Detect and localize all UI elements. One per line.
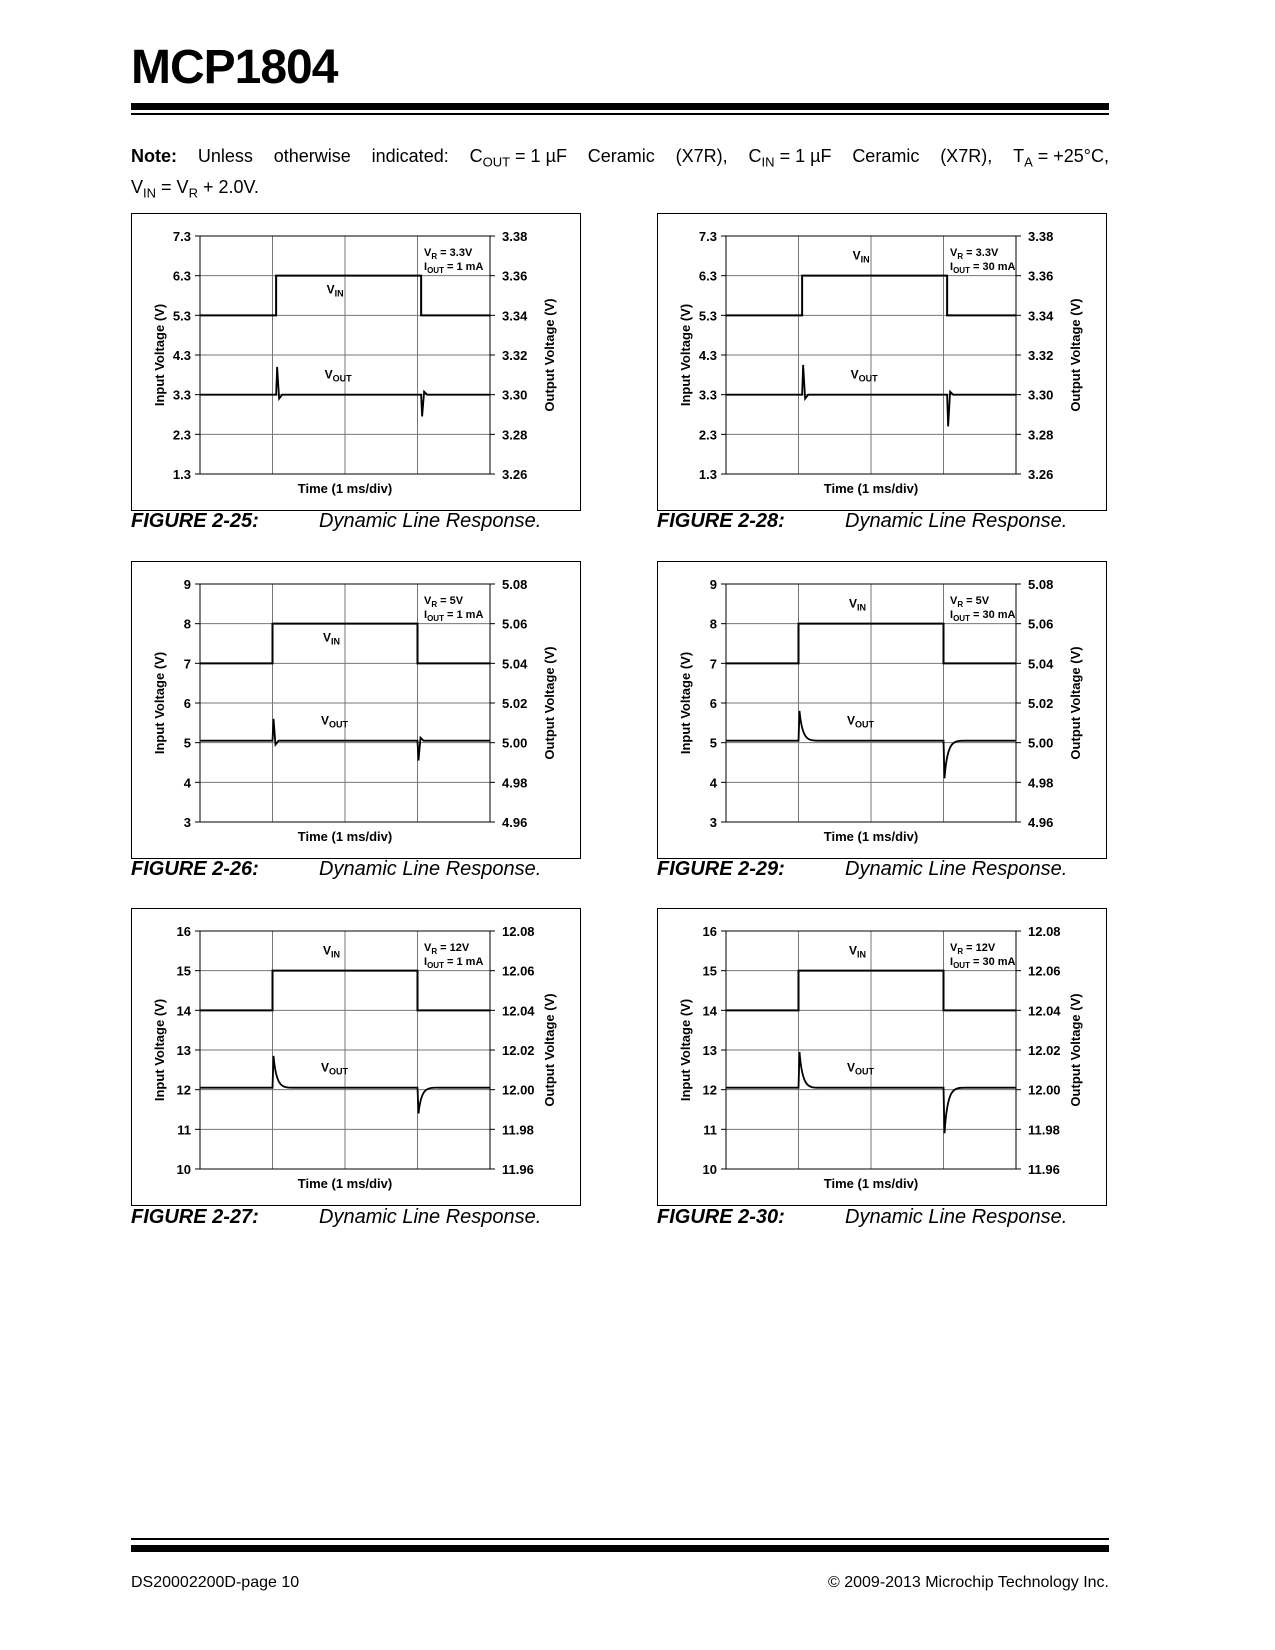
condition-annotation [950,595,1016,623]
y2-tick-label: 12.00 [502,1082,535,1098]
y-axis-label: Input Voltage (V) [152,998,167,1102]
chart-svg [658,909,1108,1207]
y-tick-label: 5 [183,735,191,751]
vin-label: $V_{IN}$ [852,248,870,265]
y-tick-label: 2.3 [698,427,717,443]
y-tick-label: 8 [183,616,191,632]
y2-tick-label: 3.28 [1028,427,1054,443]
condition-annotation [424,942,483,970]
y2-tick-label: 12.08 [502,924,535,939]
note-word: indicated: [371,146,449,166]
y-tick-label: 6 [183,696,191,711]
y-axis-label: Input Voltage (V) [678,998,693,1102]
figure-caption-text: Dynamic Line Response. [845,510,1068,532]
x-axis-label: Time (1 ms/div) [297,1176,393,1191]
y-tick-label: 7 [709,656,717,672]
annotation-vr: $V_R = 3.3V$ [950,247,999,261]
figure-caption-text: Dynamic Line Response. [845,858,1068,880]
chart-panel-2-28 [657,213,1107,511]
y2-tick-label: 3.34 [502,308,528,324]
chart-svg [658,562,1108,860]
note-line2: $V_{IN} = V_R + 2.0V$. [131,176,259,201]
annotation-vr: $V_R = 5V$ [950,595,990,609]
y2-tick-label: 3.36 [502,268,528,284]
y2-tick-label: 12.00 [1028,1082,1061,1098]
y2-tick-label: 4.96 [502,815,528,830]
figure-caption-text: Dynamic Line Response. [319,510,542,532]
y-tick-label: 4.3 [172,348,191,363]
condition-annotation [424,247,483,275]
y-tick-label: 16 [176,924,191,939]
y-axis-label: Input Voltage (V) [152,651,167,755]
condition-annotation [950,942,1016,970]
y-tick-label: 14 [176,1003,191,1019]
y2-axis-label: Output Voltage (V) [542,298,557,412]
figure-caption-text: Dynamic Line Response. [319,1206,542,1228]
figure-label: FIGURE 2-25: [131,510,259,532]
y2-tick-label: 5.06 [502,616,528,632]
figure-caption-text: Dynamic Line Response. [845,1206,1068,1228]
y2-tick-label: 5.04 [502,656,528,672]
y2-tick-label: 11.98 [502,1122,534,1138]
y2-axis-label: Output Voltage (V) [542,993,557,1107]
annotation-vr: $V_R = 5V$ [424,595,464,609]
chart-panel-2-30 [657,908,1107,1206]
annotation-iout: $I_{OUT} = 1$ mA [424,261,484,275]
y-tick-label: 13 [176,1043,191,1058]
footer-copyright: © 2009-2013 Microchip Technology Inc. [828,1574,1109,1591]
y2-tick-label: 12.06 [1028,963,1061,979]
note-word: (X7R), [675,146,728,166]
y2-tick-label: 11.96 [1028,1162,1060,1177]
y2-tick-label: 3.26 [502,467,528,482]
annotation-iout: $I_{OUT} = 1$ mA [424,956,484,970]
note-cin: $C_{IN} = 1$ µF [748,146,832,170]
x-axis-label: Time (1 ms/div) [823,829,919,844]
y2-tick-label: 3.30 [502,387,528,403]
vout-label: $V_{OUT}$ [847,1060,875,1077]
figure-caption [657,510,1068,533]
vout-label: $V_{OUT}$ [324,367,352,384]
figure-label: FIGURE 2-30: [657,1206,785,1228]
annotation-iout: $I_{OUT} = 30$ mA [950,609,1016,623]
y2-tick-label: 12.04 [1028,1003,1061,1019]
figure-caption [657,1206,1068,1229]
header-rule-thick [131,103,1109,110]
y-tick-label: 15 [176,963,191,979]
chart-svg [132,562,582,860]
vout-label: $V_{OUT}$ [321,713,349,730]
y-tick-label: 3 [709,815,717,830]
y2-tick-label: 12.02 [502,1043,535,1058]
y2-tick-label: 3.38 [1028,229,1054,244]
chart-panel-2-29 [657,561,1107,859]
figure-label: FIGURE 2-29: [657,858,785,880]
y-tick-label: 6.3 [698,268,717,284]
figure-caption [131,510,542,533]
figure-caption [131,1206,542,1229]
chart-panel-2-27 [131,908,581,1206]
y2-tick-label: 3.28 [502,427,528,443]
y2-tick-label: 11.96 [502,1162,534,1177]
chart-svg [132,214,582,512]
y-tick-label: 9 [709,577,717,592]
annotation-vr: $V_R = 3.3V$ [424,247,473,261]
y2-tick-label: 5.08 [502,577,528,592]
y-tick-label: 7.3 [172,229,191,244]
x-axis-label: Time (1 ms/div) [823,1176,919,1191]
y2-tick-label: 4.98 [1028,775,1054,791]
y2-tick-label: 3.26 [1028,467,1054,482]
y-tick-label: 7.3 [698,229,717,244]
y-tick-label: 9 [183,577,191,592]
y-tick-label: 15 [702,963,717,979]
x-axis-label: Time (1 ms/div) [297,829,393,844]
figure-label: FIGURE 2-27: [131,1206,259,1228]
condition-annotation [424,595,483,623]
y-tick-label: 6 [709,696,717,711]
x-axis-label: Time (1 ms/div) [297,481,393,496]
page-title: MCP1804 [131,41,338,94]
y-tick-label: 11 [177,1122,191,1138]
y2-tick-label: 5.06 [1028,616,1054,632]
vin-label: $V_{IN}$ [326,282,344,299]
y2-tick-label: 3.36 [1028,268,1054,284]
y2-tick-label: 4.98 [502,775,528,791]
figure-label: FIGURE 2-26: [131,858,259,880]
y-tick-label: 4 [183,775,191,791]
y2-tick-label: 12.02 [1028,1043,1061,1058]
y-tick-label: 12 [702,1082,717,1098]
y2-axis-label: Output Voltage (V) [542,646,557,760]
y-tick-label: 1.3 [698,467,717,482]
y-tick-label: 3.3 [698,387,717,403]
y-axis-label: Input Voltage (V) [678,651,693,755]
vout-label: $V_{OUT}$ [321,1060,349,1077]
y-axis-label: Input Voltage (V) [678,303,693,407]
vin-label: $V_{IN}$ [323,943,341,960]
figure-label: FIGURE 2-28: [657,510,785,532]
annotation-vr: $V_R = 12V$ [424,942,470,956]
annotation-iout: $I_{OUT} = 1$ mA [424,609,484,623]
vout-label: $V_{OUT}$ [847,713,875,730]
note-ta: $T_A = +25^\circ C$, [1013,146,1109,170]
y2-axis-label: Output Voltage (V) [1068,298,1083,412]
y-tick-label: 7 [183,656,191,672]
chart-svg [132,909,582,1207]
condition-annotation [950,247,1016,275]
y2-tick-label: 3.38 [502,229,528,244]
note-word: (X7R), [940,146,993,166]
vin-label: $V_{IN}$ [849,943,867,960]
chart-panel-2-25 [131,213,581,511]
y2-tick-label: 5.00 [1028,735,1054,751]
y-tick-label: 13 [702,1043,717,1058]
footer-rule-thick [131,1545,1109,1552]
y2-axis-label: Output Voltage (V) [1068,646,1083,760]
header-rule-thin [131,113,1109,115]
y-tick-label: 2.3 [172,427,191,443]
y2-axis-label: Output Voltage (V) [1068,993,1083,1107]
y-tick-label: 3.3 [172,387,191,403]
vin-label: $V_{IN}$ [323,630,341,647]
footer-rule-thin [131,1538,1109,1540]
chart-panel-2-26 [131,561,581,859]
y2-tick-label: 5.02 [1028,696,1054,711]
annotation-vr: $V_R = 12V$ [950,942,996,956]
y-tick-label: 3 [183,815,191,830]
y2-tick-label: 3.32 [502,348,528,363]
y2-tick-label: 3.34 [1028,308,1054,324]
y2-tick-label: 5.08 [1028,577,1054,592]
note-word: Unless [197,146,253,166]
y-tick-label: 10 [176,1162,191,1177]
note-word: Ceramic [587,146,655,166]
figure-caption [131,858,542,881]
y-tick-label: 5.3 [698,308,717,324]
note-label: Note: [131,146,177,166]
x-axis-label: Time (1 ms/div) [823,481,919,496]
y-tick-label: 12 [176,1082,191,1098]
figure-caption [657,858,1068,881]
y-tick-label: 4.3 [698,348,717,363]
y-axis-label: Input Voltage (V) [152,303,167,407]
y-tick-label: 16 [702,924,717,939]
annotation-iout: $I_{OUT} = 30$ mA [950,261,1016,275]
note-cout: $C_{OUT} = 1$ µF [469,146,567,170]
annotation-iout: $I_{OUT} = 30$ mA [950,956,1016,970]
y2-tick-label: 12.04 [502,1003,535,1019]
note-word: Ceramic [852,146,920,166]
y-tick-label: 14 [702,1003,717,1019]
y-tick-label: 11 [703,1122,717,1138]
y-tick-label: 1.3 [172,467,191,482]
y-tick-label: 10 [702,1162,717,1177]
footer-doc-id: DS20002200D-page 10 [131,1574,300,1591]
vout-label: $V_{OUT}$ [850,367,878,384]
y-tick-label: 8 [709,616,717,632]
vin-label: $V_{IN}$ [849,596,867,613]
y2-tick-label: 5.04 [1028,656,1054,672]
conditions-note [131,144,1109,205]
y2-tick-label: 4.96 [1028,815,1054,830]
figure-caption-text: Dynamic Line Response. [319,858,542,880]
y-tick-label: 5 [709,735,717,751]
y2-tick-label: 12.06 [502,963,535,979]
y-tick-label: 6.3 [172,268,191,284]
y2-tick-label: 12.08 [1028,924,1061,939]
y2-tick-label: 3.30 [1028,387,1054,403]
y2-tick-label: 5.02 [502,696,528,711]
y-tick-label: 4 [709,775,717,791]
chart-svg [658,214,1108,512]
y2-tick-label: 3.32 [1028,348,1054,363]
note-word: otherwise [273,146,351,166]
y2-tick-label: 5.00 [502,735,528,751]
y-tick-label: 5.3 [172,308,191,324]
y2-tick-label: 11.98 [1028,1122,1060,1138]
